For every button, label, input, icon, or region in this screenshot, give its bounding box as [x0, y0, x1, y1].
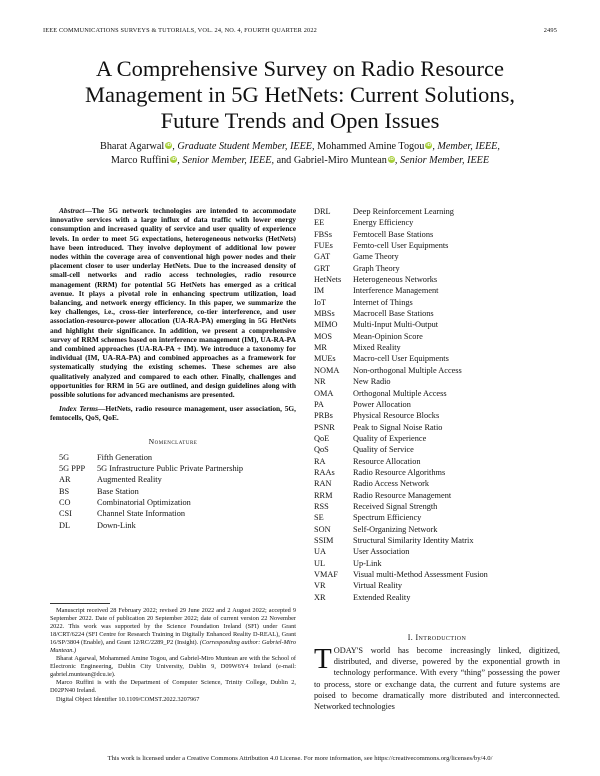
definition: Structural Similarity Identity Matrix [353, 535, 474, 545]
abbreviation: MUEs [314, 354, 336, 364]
definition: Augmented Reality [97, 475, 162, 485]
lead-word: ODAY'S [333, 646, 364, 655]
running-header [43, 27, 557, 34]
definition: Up-Link [353, 558, 382, 568]
abbreviation: CSI [59, 509, 72, 519]
abbreviation: NR [314, 377, 326, 387]
abbreviation: EE [314, 218, 325, 228]
orcid-icon[interactable]: iD [426, 143, 432, 148]
index-terms [50, 404, 296, 422]
definition: Femtocell Base Stations [353, 229, 434, 239]
abbreviation: 5G PPP [59, 464, 86, 474]
paper-title [40, 56, 560, 134]
abbreviation: FBSs [314, 229, 332, 239]
definition: User Association [353, 547, 410, 557]
nomenclature-entry [314, 274, 560, 285]
abbreviation: GRT [314, 263, 331, 273]
nomenclature-entry [314, 353, 560, 364]
nomenclature-entry [50, 452, 296, 463]
nomenclature-entry [314, 580, 560, 591]
nomenclature-entry [314, 263, 560, 274]
abbreviation: MIMO [314, 320, 338, 330]
nomenclature-entry [314, 399, 560, 410]
abbreviation: UA [314, 547, 326, 557]
abbreviation: UL [314, 558, 326, 568]
abbreviation: RSS [314, 501, 329, 511]
title-line: Management in 5G HetNets: Current Solutions, [85, 82, 515, 107]
definition: Fifth Generation [97, 452, 153, 462]
footnote-affiliation: Bharat Agarwal, Mohammed Amine Togou, and Gabriel-Miro Muntean are with the School of Electronic Engineering, Dublin City University, Dublin 9, D09W6Y4 Ireland (e-mail: gabriel.muntean@dcu.ie). [50, 655, 296, 679]
nomenclature-entry [314, 365, 560, 376]
abstract [50, 206, 296, 399]
nomenclature-entry [314, 444, 560, 455]
abbreviation: BS [59, 486, 70, 496]
right-column [314, 206, 560, 603]
footnote-doi: Digital Object Identifier 10.1109/COMST.2022.3207967 [56, 695, 200, 703]
orcid-icon[interactable]: iD [166, 143, 172, 148]
abbreviation: IoT [314, 297, 326, 307]
author-name: Marco Ruffini [110, 154, 170, 166]
abbreviation: PSNR [314, 422, 335, 432]
orcid-icon[interactable]: iD [389, 156, 394, 162]
author-name: Bharat Agarwal [100, 141, 165, 152]
nomenclature-entry [314, 456, 560, 467]
definition: Radio Resource Algorithms [353, 467, 446, 477]
nomenclature-entry [314, 319, 560, 330]
author-role: , Member, IEEE, [432, 141, 500, 152]
abbreviation: QoE [314, 433, 330, 443]
author-name: Gabriel-Miro Muntean [293, 154, 387, 166]
nomenclature-entry [314, 251, 560, 262]
abbreviation: QoS [314, 445, 329, 455]
license-notice: This work is licensed under a Creative Commons Attribution 4.0 License. For more information, see https://creativecommons.org/licenses/by/4.0/ [107, 755, 493, 762]
abbreviation: FUEs [314, 241, 333, 251]
nomenclature-list-right [314, 206, 560, 603]
nomenclature-entry [50, 520, 296, 531]
definition: Received Signal Strength [353, 501, 438, 511]
abbreviation: CO [59, 498, 71, 508]
footnote-received-text: Manuscript received 28 February 2022; revised 29 June 2022 and 2 August 2022; accepted 9 September 2022. Date of publication 20 September 2022; date of current version 22 November 2022. This work was supported by the Science Foundation Ireland (SFI) under Grant 18/CRT/6224 (SFI Centre for Research Training in Digitally Enhanced Reality D-REAL), Grant 16/SP/3804 (Enable), and Grant 12/RC/2289_P2 (Insight). [50, 607, 296, 647]
abbreviation: VR [314, 581, 326, 591]
nomenclature-entry [314, 558, 560, 569]
abbreviation: XR [314, 592, 326, 602]
nomenclature-entry [314, 206, 560, 217]
nomenclature-list-left [50, 452, 296, 531]
nomenclature-entry [50, 463, 296, 474]
abbreviation: IM [314, 286, 325, 296]
abbreviation: MOS [314, 331, 332, 341]
definition: Radio Access Network [353, 479, 430, 489]
definition: Down-Link [97, 520, 136, 530]
abbreviation: RRM [314, 490, 333, 500]
definition: Virtual Reality [353, 581, 403, 591]
definition: Non-orthogonal Multiple Access [353, 365, 462, 375]
nomenclature-title: Nomenclature [148, 436, 198, 446]
definition: Power Allocation [353, 399, 411, 409]
nomenclature-entry [314, 422, 560, 433]
abbreviation: PRBs [314, 411, 333, 421]
nomenclature-entry [314, 524, 560, 535]
abbreviation: PA [314, 399, 324, 409]
author-conjunction: and [274, 154, 294, 166]
definition: Game Theory [353, 252, 399, 262]
nomenclature-entry [314, 229, 560, 240]
nomenclature-entry [314, 297, 560, 308]
nomenclature-entry [50, 508, 296, 519]
nomenclature-entry [314, 535, 560, 546]
abbreviation: NOMA [314, 365, 340, 375]
index-terms-label: Index Terms [59, 404, 98, 414]
section-heading: I. Introduction [407, 633, 467, 642]
nomenclature-entry [314, 308, 560, 319]
definition: New Radio [353, 377, 391, 387]
abstract-text: —The 5G network technologies are intended to accommodate innovative services with a large influx of data traffic with lower energy consumption and increased quality of service and user quality of experience levels. In order to meet 5G expectations, heterogeneous networks (HetNets) have been introduced. They involve deployment of additional low power nodes within the coverage area of conventional high power nodes and their placement closer to user underlay HetNets. Due to the increased density of small-cell networks and radio access technologies, radio resource management (RRM) for potential 5G HetNets has emerged as a critical avenue. It plays a pivotal role in enhancing spectrum utilization, load balancing, and network energy efficiency. In this paper, we summarize the key challenges, i.e., cross-tier interference, co-tier interference, and user association-resource-power allocation (UA-RA-PA) emerging in 5G HetNets and highlight their significance. In addition, we present a comprehensive survey of RRM schemes based on interference management (IM), UA-RA-PA and combined approaches (UA-RA-PA + IM). We introduce a taxonomy for individual (IM, UA-RA-PA) and combined approaches as a framework for systematically studying the existing schemes. These schemes are also qualitatively analyzed and compared to each other. Finally, challenges and opportunities for RRM in 5G are outlined, and design guidelines along with possible solutions for advanced mechanisms are presented. [50, 206, 296, 400]
footnote-affiliation: Marco Ruffini is with the Department of Computer Science, Trinity College, Dublin 2, D02PN40 Ireland. [50, 679, 296, 695]
introduction-text [314, 645, 560, 712]
definition: Internet of Things [353, 297, 413, 307]
definition: Mixed Reality [353, 343, 401, 353]
abbreviation: 5G [59, 452, 70, 462]
definition: Macrocell Base Stations [353, 309, 434, 319]
abbreviation: VMAF [314, 570, 338, 579]
orcid-icon[interactable]: iD [171, 156, 177, 162]
nomenclature-entry [314, 331, 560, 342]
abbreviation: SE [314, 513, 324, 523]
title-line: Future Trends and Open Issues [160, 108, 440, 133]
nomenclature-entry [314, 490, 560, 501]
definition: Femto-cell User Equipments [353, 241, 449, 251]
abbreviation: RA [314, 456, 326, 466]
nomenclature-entry [50, 497, 296, 508]
nomenclature-entry [314, 217, 560, 228]
author-list [40, 140, 560, 167]
definition: Orthogonal Multiple Access [353, 388, 447, 398]
nomenclature-entry [314, 569, 560, 580]
nomenclature-entry [50, 486, 296, 497]
nomenclature-entry [314, 546, 560, 557]
nomenclature-entry [314, 592, 560, 603]
title-line: A Comprehensive Survey on Radio Resource [95, 56, 505, 81]
abbreviation: GAT [314, 252, 331, 262]
abbreviation: DL [59, 520, 71, 530]
abbreviation: SSIM [314, 535, 334, 545]
abbreviation: AR [59, 475, 71, 485]
definition: Quality of Experience [353, 433, 427, 443]
abbreviation: OMA [314, 388, 334, 398]
definition: Multi-Input Multi-Output [353, 320, 439, 330]
footnote-rule [50, 603, 110, 604]
footnote-received [50, 607, 296, 655]
definition: Macro-cell User Equipments [353, 354, 449, 364]
definition: Deep Reinforcement Learning [353, 207, 454, 216]
journal-name: IEEE COMMUNICATIONS SURVEYS & TUTORIALS, VOL. 24, NO. 4, FOURTH QUARTER 2022 [43, 27, 317, 34]
index-terms-text: —HetNets, radio resource management, user association, 5G, femtocells, QoS, QoE. [50, 404, 296, 423]
author-name: Mohammed Amine Togou [314, 141, 425, 152]
abbreviation: RAAs [314, 467, 335, 477]
definition: Energy Efficiency [353, 218, 414, 228]
definition: Base Station [97, 486, 139, 496]
nomenclature-entry [314, 376, 560, 387]
definition: Extended Reality [353, 592, 411, 602]
nomenclature-entry [314, 467, 560, 478]
nomenclature-entry [314, 433, 560, 444]
abbreviation: SON [314, 524, 331, 534]
nomenclature-entry [314, 478, 560, 489]
left-column [50, 206, 296, 531]
page-number: 2495 [543, 27, 557, 34]
author-role: , Senior Member, IEEE [394, 154, 490, 166]
abbreviation: DRL [314, 207, 331, 216]
nomenclature-entry [314, 240, 560, 251]
abbreviation: RAN [314, 479, 332, 489]
nomenclature-entry [314, 512, 560, 523]
nomenclature-entry [314, 285, 560, 296]
definition: Physical Resource Blocks [353, 411, 440, 421]
definition: Peak to Signal Noise Ratio [353, 422, 443, 432]
definition: 5G Infrastructure Public Private Partnership [97, 464, 244, 474]
drop-cap: T [314, 643, 332, 675]
nomenclature-entry [314, 410, 560, 421]
intro-body: world has become increasingly linked, digitized, distributed, and diverse, powered by the exponential growth in technology performance. With every “thing” possessing the power to process, store or exchange data, the current and future systems are poised to become dramatically more distributed and interconnected. Networked technologies [314, 646, 560, 712]
definition: Interference Management [353, 286, 439, 296]
nomenclature-entry [314, 342, 560, 353]
definition: Visual multi-Method Assessment Fusion [353, 570, 488, 579]
abbreviation: MR [314, 343, 327, 353]
definition: Combinatorial Optimization [97, 498, 191, 508]
definition: Quality of Service [353, 445, 414, 455]
definition: Spectrum Efficiency [353, 513, 422, 523]
definition: Mean-Opinion Score [353, 331, 423, 341]
definition: Graph Theory [353, 263, 400, 273]
footnotes [50, 603, 296, 704]
abstract-label: Abstract [59, 206, 85, 215]
abbreviation: MBSs [314, 309, 335, 319]
nomenclature-entry [314, 388, 560, 399]
author-role: , Senior Member, IEEE, [177, 154, 275, 166]
definition: Channel State Information [97, 509, 186, 519]
abbreviation: HetNets [314, 275, 342, 285]
definition: Heterogeneous Networks [353, 275, 438, 285]
definition: Self-Organizing Network [353, 524, 438, 534]
author-role: , Graduate Student Member, IEEE, [172, 141, 315, 152]
definition: Radio Resource Management [353, 490, 452, 500]
definition: Resource Allocation [353, 456, 421, 466]
nomenclature-entry [314, 501, 560, 512]
nomenclature-entry [50, 474, 296, 485]
footnote-corresponding: (Corresponding author: Gabriel-Miro Muntean.) [50, 639, 296, 655]
